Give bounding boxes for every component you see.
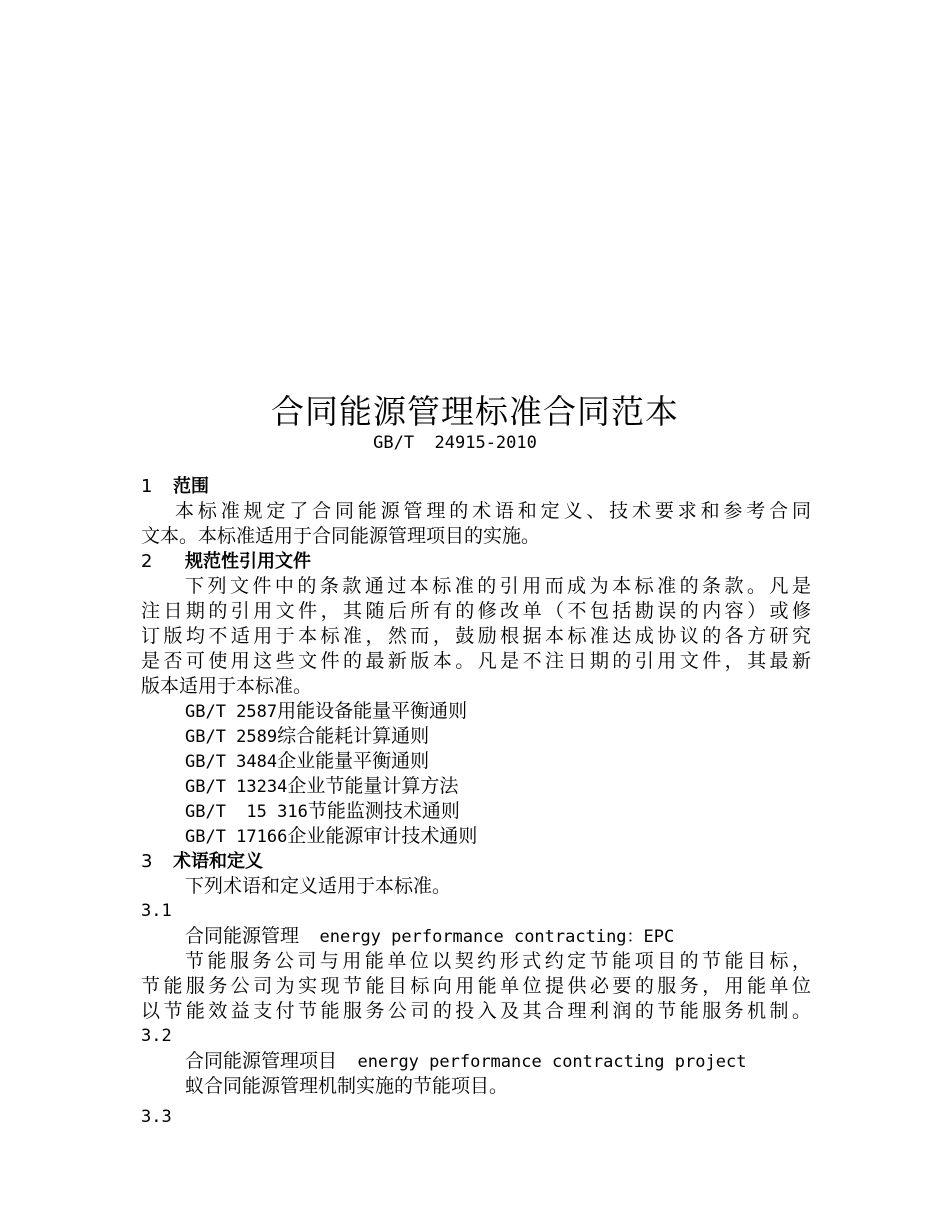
reference-code: GB/T 15 316 bbox=[185, 802, 308, 822]
section-1-heading bbox=[141, 474, 811, 499]
section-number: 2 bbox=[141, 551, 153, 572]
standard-number: GB/T 24915-2010 bbox=[373, 433, 537, 453]
section-number: 1 bbox=[141, 476, 153, 497]
reference-item bbox=[141, 824, 811, 849]
term-name: 合同能源管理 bbox=[185, 925, 300, 947]
reference-name: 企业能源审计技术通则 bbox=[287, 825, 478, 847]
reference-name: 综合能耗计算通则 bbox=[277, 725, 430, 747]
term-entry bbox=[141, 924, 811, 949]
document-body bbox=[141, 474, 811, 1130]
term-entry bbox=[141, 1049, 811, 1074]
reference-item bbox=[141, 799, 811, 824]
section-2-paragraph-line: 版本适用于本标准。 bbox=[141, 675, 313, 697]
section-2-heading bbox=[141, 549, 811, 574]
section-2-paragraph-line: 是否可使用这些文件的最新版本。凡是不注日期的引用文件，其最新 bbox=[141, 650, 811, 672]
section-1-paragraph-line: 本标准规定了合同能源管理的术语和定义、技术要求和参考合同 bbox=[175, 500, 811, 522]
reference-item bbox=[141, 699, 811, 724]
section-3-heading bbox=[141, 849, 811, 874]
term-definition-line: 以节能效益支付节能服务公司的投入及其合理利润的节能服务机制。 bbox=[141, 1000, 811, 1022]
term-number: 3.1 bbox=[141, 901, 172, 921]
section-1-paragraph-line: 文本。本标准适用于合同能源管理项目的实施。 bbox=[141, 525, 541, 547]
term-definition-line: 蚁合同能源管理机制实施的节能项目。 bbox=[185, 1075, 509, 1097]
section-3-intro: 下列术语和定义适用于本标准。 bbox=[185, 875, 452, 897]
term-number: 3.2 bbox=[141, 1026, 172, 1046]
section-2-paragraph-line: 订版均不适用于本标准，然而，鼓励根据本标准达成协议的各方研究 bbox=[141, 625, 811, 647]
term-number: 3.3 bbox=[141, 1107, 172, 1127]
section-title: 范围 bbox=[173, 476, 209, 497]
reference-name: 用能设备能量平衡通则 bbox=[277, 700, 468, 722]
reference-name: 企业能量平衡通则 bbox=[277, 750, 430, 772]
term-english: energy performance contracting project bbox=[357, 1052, 747, 1072]
reference-code: GB/T 13234 bbox=[185, 777, 288, 797]
reference-item bbox=[141, 749, 811, 774]
reference-code: GB/T 2587 bbox=[185, 702, 278, 722]
reference-code: GB/T 17166 bbox=[185, 827, 288, 847]
section-2-paragraph-line: 注日期的引用文件，其随后所有的修改单（不包括勘误的内容）或修 bbox=[141, 600, 811, 622]
reference-code: GB/T 3484 bbox=[185, 752, 278, 772]
document-title: 合同能源管理标准合同范本 bbox=[271, 392, 679, 431]
reference-name: 节能监测技术通则 bbox=[307, 800, 460, 822]
reference-item bbox=[141, 774, 811, 799]
section-number: 3 bbox=[141, 851, 153, 872]
reference-name: 企业节能量计算方法 bbox=[287, 775, 459, 797]
term-definition-line: 节能服务公司为实现节能目标向用能单位提供必要的服务，用能单位 bbox=[141, 975, 811, 997]
section-2-paragraph-line: 下列文件中的条款通过本标准的引用而成为本标准的条款。凡是 bbox=[185, 575, 811, 597]
term-definition-line: 节能服务公司与用能单位以契约形式约定节能项目的节能目标， bbox=[185, 950, 811, 972]
reference-item bbox=[141, 724, 811, 749]
reference-code: GB/T 2589 bbox=[185, 727, 278, 747]
section-title: 术语和定义 bbox=[173, 851, 263, 872]
term-name: 合同能源管理项目 bbox=[185, 1050, 338, 1072]
section-title: 规范性引用文件 bbox=[185, 551, 311, 572]
term-english: energy performance contracting：EPC bbox=[319, 927, 675, 947]
